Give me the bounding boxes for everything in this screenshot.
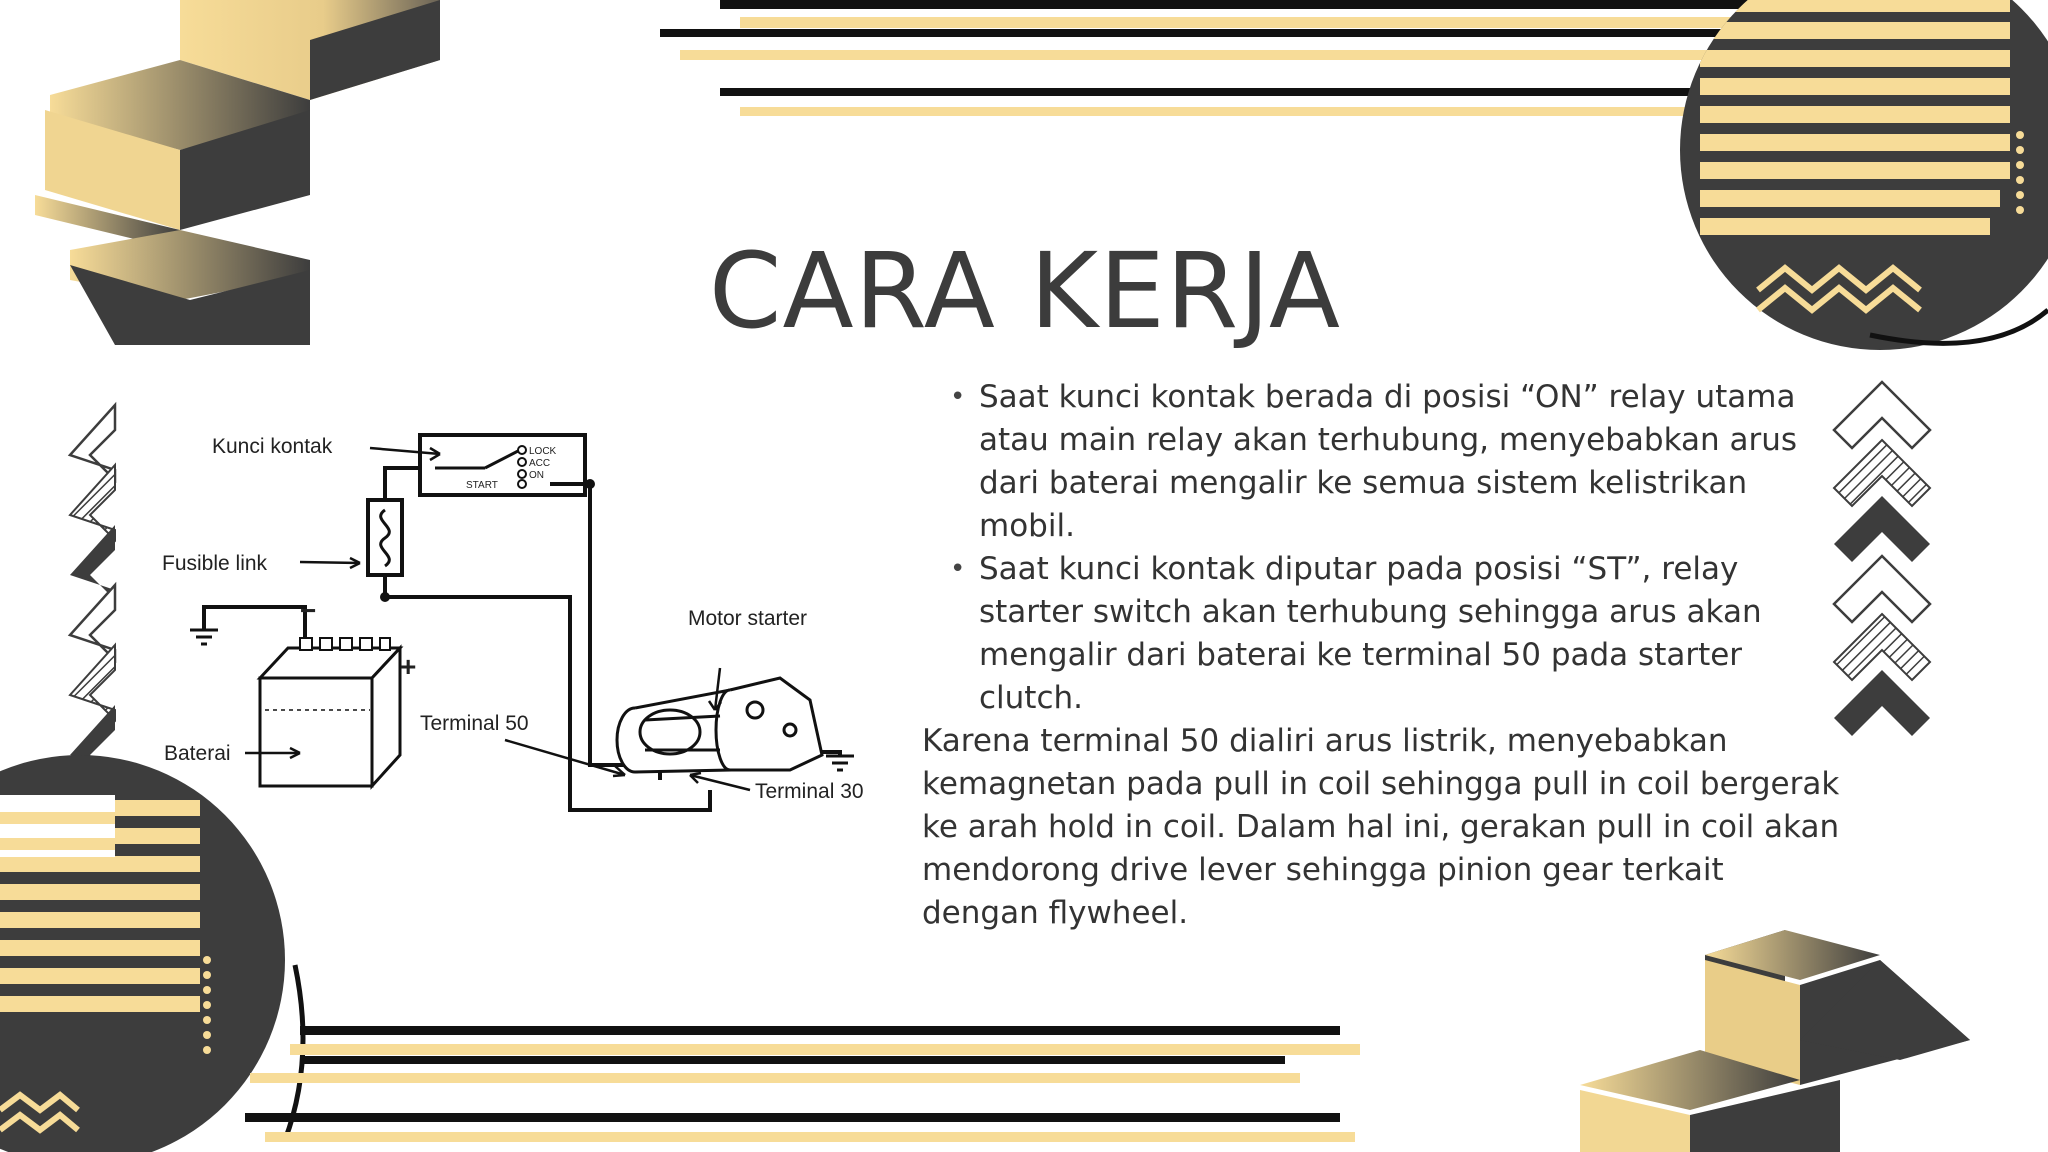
label-terminal-50: Terminal 50	[420, 712, 529, 735]
motor-starter-illustration	[617, 678, 822, 772]
label-acc: ACC	[529, 458, 551, 469]
switch-internals	[435, 446, 557, 491]
bottom-stripes	[245, 1026, 1360, 1142]
top-stripes	[660, 0, 1800, 116]
label-battery: Baterai	[164, 742, 231, 765]
label-key-switch: Kunci kontak	[212, 435, 333, 458]
right-chevrons	[1834, 382, 1930, 736]
body-text	[922, 376, 1842, 935]
top-right-circle	[1680, 0, 2048, 350]
label-lock: LOCK	[529, 446, 557, 457]
body-paragraph: Karena terminal 50 dialiri arus listrik, menyebabkan kemagnetan pada pull in coil sehingga pull in coil bergerak ke arah hold in coil. Dalam hal ini, gerakan pull in coil akan mendorong drive lever sehingga pinion gear terkait dengan flywheel.	[922, 723, 1840, 931]
starter-circuit-diagram	[150, 420, 910, 850]
junction-dot	[380, 592, 390, 602]
battery-plus-sign: +	[400, 651, 417, 682]
junction-dot	[585, 479, 595, 489]
bullet-item: • Saat kunci kontak berada di posisi “ON” relay utama atau main relay akan terhubung, menyebabkan arus dari baterai mengalir ke semua sistem kelistrikan mobil.	[979, 376, 1842, 548]
fusible-link	[368, 500, 402, 575]
label-motor-starter: Motor starter	[688, 607, 808, 630]
bullet-item: • Saat kunci kontak diputar pada posisi “ST”, relay starter switch akan terhubung sehingga arus akan mengalir dari baterai ke terminal 50 pada starter clutch.	[979, 548, 1842, 720]
battery-illustration	[260, 595, 416, 786]
ground-symbol	[826, 756, 854, 770]
label-fusible-link: Fusible link	[162, 552, 268, 575]
wire-ground-battery	[204, 607, 305, 637]
battery-minus-sign: −	[300, 595, 317, 626]
ground-symbol	[190, 630, 218, 644]
label-terminal-30: Terminal 30	[755, 780, 864, 803]
left-chevrons	[65, 405, 115, 780]
label-start: START	[466, 480, 498, 491]
bottom-right-cubes	[1580, 930, 1970, 1152]
label-on: ON	[529, 470, 544, 481]
top-left-cubes	[35, 0, 440, 345]
bullet-list	[922, 376, 1842, 720]
slide-title: CARA KERJA	[708, 230, 1342, 352]
